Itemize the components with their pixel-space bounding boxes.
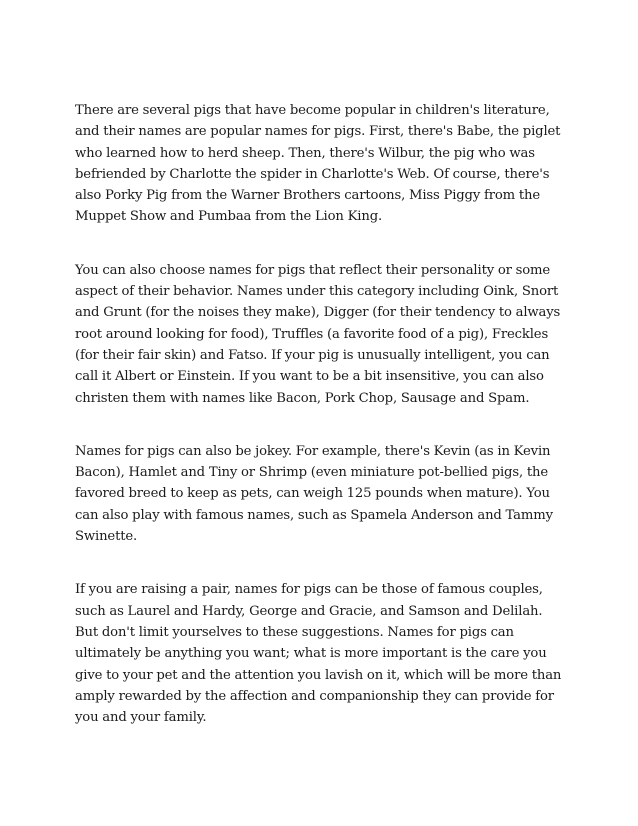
paragraph-famous-pigs: There are several pigs that have become popular in children's literature, and their names are popular names for pigs. First, there's Babe, the piglet who learned how to herd sheep. Then, there's Wilbur, the pig who was befriended by Charlotte the spider in Charlotte's Web. Of course, there's also Porky Pig from the Warner Brothers cartoons, Miss Piggy from the Muppet Show and Pumbaa from the Lion King. [75,103,561,225]
paragraph-jokey-names: Names for pigs can also be jokey. For example, there's Kevin (as in Kevin Bacon), Hamlet and Tiny or Shrimp (even miniature pot-bellied pigs, the favored breed to keep as pets, can weigh 125 pounds when mature). You can also play with famous names, such as Spamela Anderson and Tammy Swinette. [75,443,553,545]
paragraph-couple-names: If you are raising a pair, names for pigs can be those of famous couples, such as Laurel and Hardy, George and Gracie, and Samson and Delilah. But don't limit yourselves to these suggestions. Names for pigs can ultimately be anything you want; what is more important is the care you give to your pet and the attention you lavish on it, which will be more than amply rewarded by the affection and companionship they can provide for you and your family. [75,582,562,726]
paragraph-personality-names: You can also choose names for pigs that reflect their personality or some aspect of their behavior. Names under this category including Oink, Snort and Grunt (for the noises they make), Digger (for their tendency to always root around looking for food), Truffles (a favorite food of a pig), Freckles (for their fair skin) and Fatso. If your pig is unusually intelligent, you can call it Albert or Einstein. If you want to be a bit insensitive, you can also christen them with names like Bacon, Pork Chop, Sausage and Spam. [75,262,561,406]
document-body [75,100,565,728]
